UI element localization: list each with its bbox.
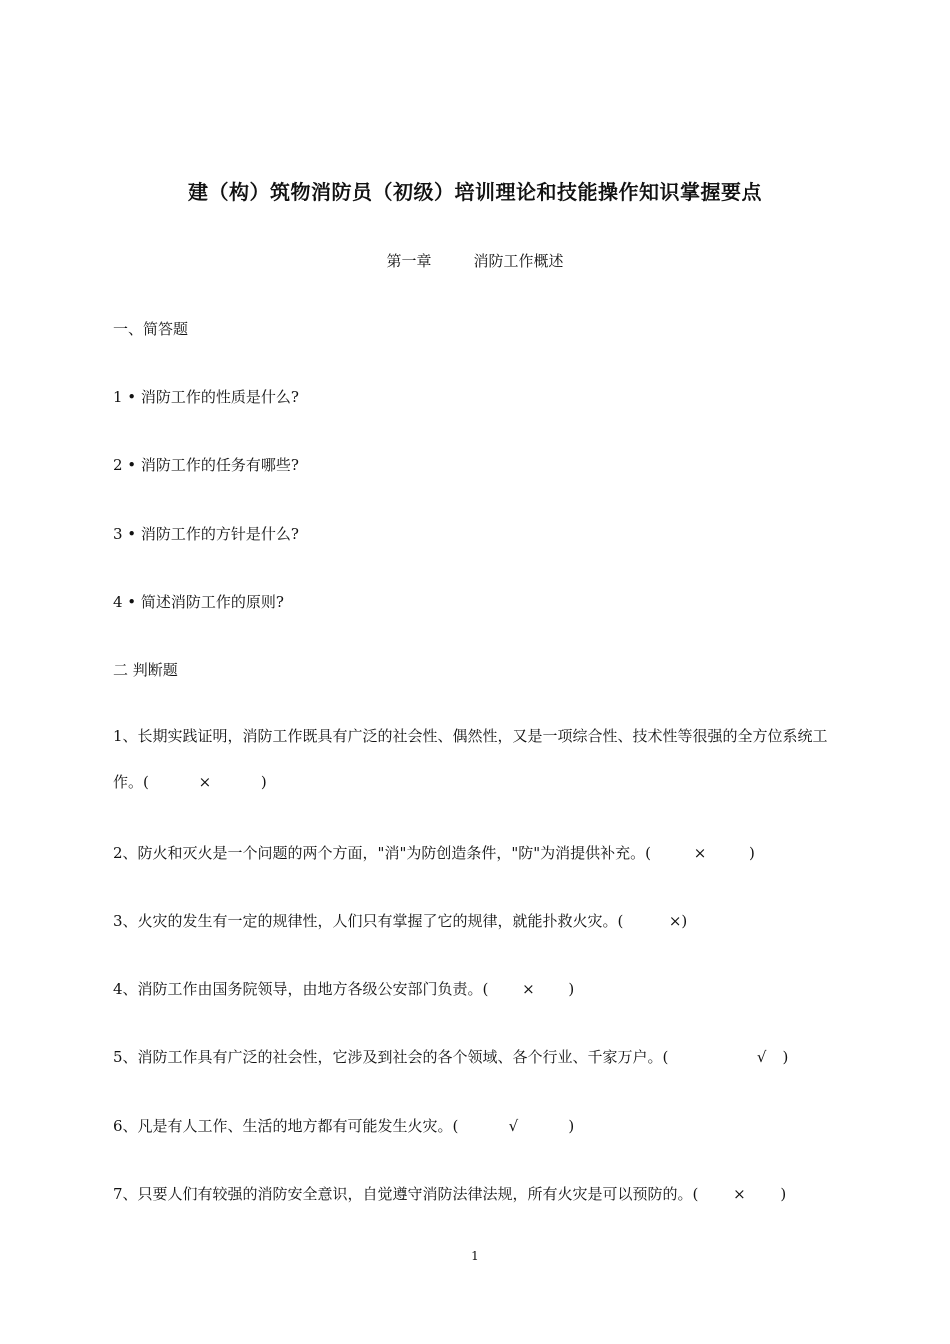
answer-close: ) xyxy=(782,1048,789,1066)
true-false-item xyxy=(113,1046,788,1067)
question-text: 6、凡是有人工作、生活的地方都有可能发生火灾。( xyxy=(113,1117,459,1135)
chapter-title: 消防工作概述 xyxy=(473,252,564,270)
question-text: 7、只要人们有较强的消防安全意识，自觉遵守消防法律法规，所有火灾是可以预防的。( xyxy=(113,1185,699,1203)
question-item: 3 • 消防工作的方针是什么? xyxy=(113,525,299,543)
answer-close: ) xyxy=(568,980,575,998)
section-heading-short-answer: 一、简答题 xyxy=(113,320,189,338)
answer-mark: × xyxy=(693,844,707,862)
answer-mark: × xyxy=(198,773,212,791)
answer-mark: × xyxy=(522,980,535,998)
answer-mark: √ xyxy=(508,1117,519,1135)
document-title: 建（构）筑物消防员（初级）培训理论和技能操作知识掌握要点 xyxy=(188,180,762,204)
question-text: 1、长期实践证明，消防工作既具有广泛的社会性、偶然性，又是一项综合性、技术性等很强的全方位系统工作。( xyxy=(113,727,828,791)
answer-mark: √ xyxy=(756,1048,767,1066)
true-false-item xyxy=(113,1183,786,1204)
answer-close: ) xyxy=(568,1117,575,1135)
chapter-number: 第一章 xyxy=(386,252,432,270)
chapter-heading xyxy=(0,250,950,271)
question-text: 5、消防工作具有广泛的社会性，它涉及到社会的各个领域、各个行业、千家万户。( xyxy=(113,1048,669,1066)
answer-mark: × xyxy=(733,1185,746,1203)
answer-close: ) xyxy=(749,844,755,862)
question-text: 3、火灾的发生有一定的规律性，人们只有掌握了它的规律，就能扑救火灾。( xyxy=(113,912,624,930)
true-false-item xyxy=(113,713,838,805)
answer-mark: × xyxy=(668,912,682,930)
question-text: 4、消防工作由国务院领导，由地方各级公安部门负责。( xyxy=(113,980,489,998)
question-item: 4 • 简述消防工作的原则? xyxy=(113,593,284,611)
answer-close: ) xyxy=(780,1185,787,1203)
question-text: 2、防火和灭火是一个问题的两个方面，"消"为防创造条件，"防"为消提供补充。( xyxy=(113,844,651,862)
true-false-item xyxy=(113,842,755,863)
page-number: 1 xyxy=(471,1249,479,1263)
true-false-item xyxy=(113,1115,574,1136)
true-false-item xyxy=(113,978,574,999)
question-item: 2 • 消防工作的任务有哪些? xyxy=(113,456,299,474)
section-heading-true-false: 二 判断题 xyxy=(113,661,178,679)
answer-close: ) xyxy=(260,773,267,791)
question-item: 1 • 消防工作的性质是什么? xyxy=(113,388,299,406)
true-false-item xyxy=(113,910,687,931)
answer-close: ) xyxy=(681,912,688,930)
